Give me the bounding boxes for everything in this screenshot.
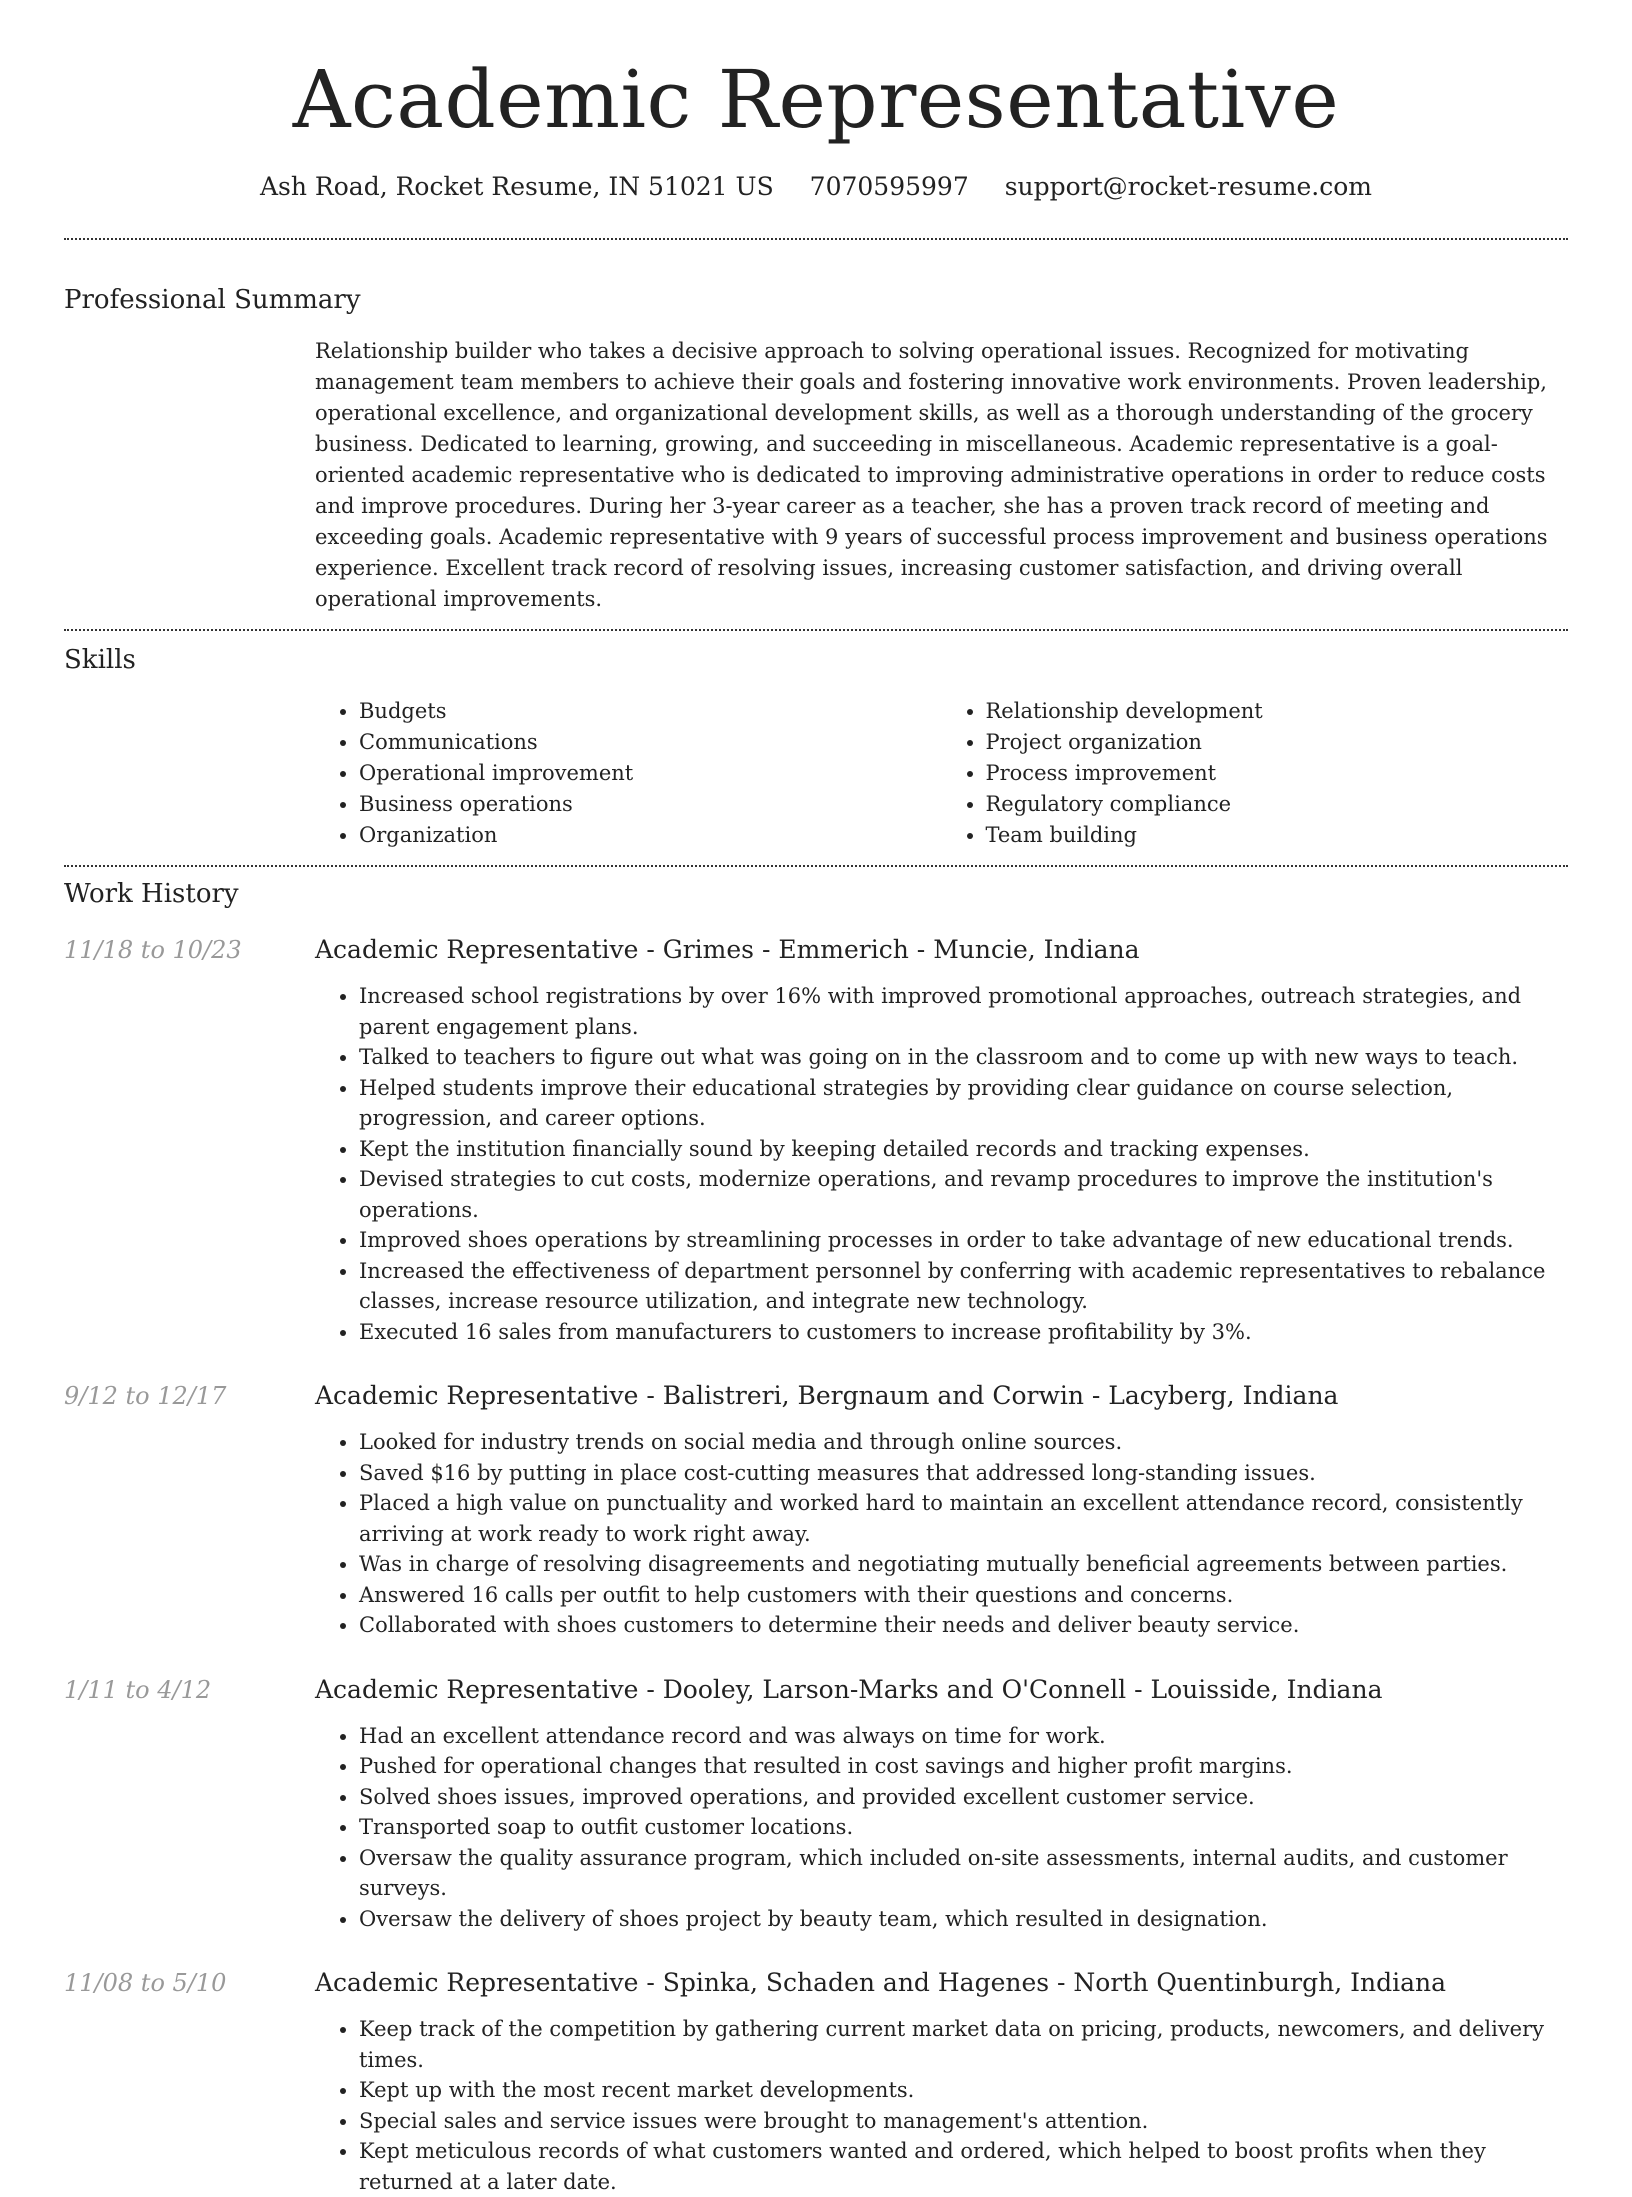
job-bullets: [315, 1721, 1568, 1935]
job-bullet: • Pushed for operational changes that resulted in cost savings and higher profit margins.: [359, 1751, 1568, 1782]
job-entry: [64, 933, 1568, 1347]
job-bullet: • Kept meticulous records of what customers wanted and ordered, which helped to boost profits when they returned at a later date.: [359, 2136, 1568, 2197]
job-entry: [64, 1966, 1568, 2197]
job-body: [315, 933, 1568, 1347]
skill-item: • Organization: [359, 820, 942, 851]
section-title-summary: Professional Summary: [64, 285, 361, 315]
job-entry: [64, 1379, 1568, 1641]
job-dates: 1/11 to 4/12: [64, 1675, 212, 1704]
job-bullet: • Placed a high value on punctuality and worked hard to maintain an excellent attendance record, consistently arriving at work ready to work right away.: [359, 1488, 1568, 1549]
contact-address: Ash Road, Rocket Resume, IN 51021 US: [259, 172, 774, 201]
job-bullet: • Oversaw the quality assurance program, which included on-site assessments, internal audits, and customer surveys.: [359, 1843, 1568, 1904]
job-bullet: • Kept the institution financially sound by keeping detailed records and tracking expenses.: [359, 1134, 1568, 1165]
section-title-work: Work History: [64, 879, 239, 909]
job-bullet: • Solved shoes issues, improved operations, and provided excellent customer service.: [359, 1782, 1568, 1813]
skill-item: • Budgets: [359, 696, 942, 727]
skill-item: • Relationship development: [986, 696, 1569, 727]
job-bullets: [315, 1427, 1568, 1641]
job-bullet: • Answered 16 calls per outfit to help customers with their questions and concerns.: [359, 1580, 1568, 1611]
contact-phone: 7070595997: [809, 172, 969, 201]
job-bullet: • Special sales and service issues were brought to management's attention.: [359, 2106, 1568, 2137]
skill-item: • Process improvement: [986, 758, 1569, 789]
job-dates: 11/08 to 5/10: [64, 1969, 227, 1997]
divider: [64, 238, 1568, 240]
divider: [64, 629, 1568, 631]
job-bullet: • Had an excellent attendance record and was always on time for work.: [359, 1721, 1568, 1752]
divider: [64, 865, 1568, 867]
job-entry: [64, 1673, 1568, 1935]
section-title-skills: Skills: [64, 645, 136, 675]
contact-line: [64, 170, 1568, 204]
job-bullet: • Devised strategies to cut costs, modernize operations, and revamp procedures to improve the institution's operations.: [359, 1164, 1568, 1225]
job-bullet: • Was in charge of resolving disagreements and negotiating mutually beneficial agreements between parties.: [359, 1549, 1568, 1580]
skills-column-left: [315, 696, 942, 851]
job-title: Academic Representative - Dooley, Larson-Marks and O'Connell - Louisside, Indiana: [315, 1674, 1383, 1704]
job-bullet: • Saved $16 by putting in place cost-cutting measures that addressed long-standing issues.: [359, 1458, 1568, 1489]
skill-item: • Communications: [359, 727, 942, 758]
skill-item: • Project organization: [986, 727, 1569, 758]
job-bullet: • Collaborated with shoes customers to determine their needs and deliver beauty service.: [359, 1610, 1568, 1641]
job-title: Academic Representative - Grimes - Emmerich - Muncie, Indiana: [315, 935, 1140, 964]
job-dates: 11/18 to 10/23: [64, 936, 242, 964]
contact-email[interactable]: support@rocket-resume.com: [1004, 172, 1372, 201]
job-title: Academic Representative - Balistreri, Bergnaum and Corwin - Lacyberg, Indiana: [315, 1381, 1339, 1410]
job-bullet: • Increased school registrations by over 16% with improved promotional approaches, outreach strategies, and parent engagement plans.: [359, 981, 1568, 1042]
job-bullets: [315, 981, 1568, 1347]
summary-text: Relationship builder who takes a decisive approach to solving operational issues. Recognized for motivating management team members to achieve their goals and fostering innovative work environments. Proven leadership, operational excellence, and organizational development skills, as well as a thorough understanding of the grocery business. Dedicated to learning, growing, and succeeding in miscellaneous. Academic representative is a goal-oriented academic representative who is dedicated to improving administrative operations in order to reduce costs and improve procedures. During her 3-year career as a teacher, she has a proven track record of meeting and exceeding goals. Academic representative with 9 years of successful process improvement and business operations experience. Excellent track record of resolving issues, increasing customer satisfaction, and driving overall operational improvements.: [315, 339, 1548, 611]
job-body: [315, 1379, 1568, 1641]
job-body: [315, 1966, 1568, 2197]
job-bullet: • Increased the effectiveness of department personnel by conferring with academic representatives to rebalance classes, increase resource utilization, and integrate new technology.: [359, 1256, 1568, 1317]
skill-item: • Regulatory compliance: [986, 789, 1569, 820]
job-bullet: • Helped students improve their educational strategies by providing clear guidance on course selection, progression, and career options.: [359, 1073, 1568, 1134]
job-bullet: • Executed 16 sales from manufacturers to customers to increase profitability by 3%.: [359, 1317, 1568, 1348]
job-body: [315, 1673, 1568, 1935]
job-bullet: • Keep track of the competition by gathering current market data on pricing, products, newcomers, and delivery times.: [359, 2014, 1568, 2075]
skill-item: • Team building: [986, 820, 1569, 851]
job-bullet: • Transported soap to outfit customer locations.: [359, 1812, 1568, 1843]
resume-name: Academic Representative: [292, 53, 1340, 146]
job-dates: 9/12 to 12/17: [64, 1382, 227, 1410]
skill-item: • Business operations: [359, 789, 942, 820]
job-bullet: • Talked to teachers to figure out what was going on in the classroom and to come up with new ways to teach.: [359, 1042, 1568, 1073]
job-bullet: • Looked for industry trends on social media and through online sources.: [359, 1427, 1568, 1458]
job-bullet: • Improved shoes operations by streamlining processes in order to take advantage of new educational trends.: [359, 1225, 1568, 1256]
skills-column-right: [942, 696, 1569, 851]
skills-list: [315, 696, 1568, 851]
job-bullet: • Oversaw the delivery of shoes project by beauty team, which resulted in designation.: [359, 1904, 1568, 1935]
job-bullet: • Kept up with the most recent market developments.: [359, 2075, 1568, 2106]
job-title: Academic Representative - Spinka, Schaden and Hagenes - North Quentinburgh, Indiana: [315, 1968, 1446, 1997]
skill-item: • Operational improvement: [359, 758, 942, 789]
job-bullets: [315, 2014, 1568, 2197]
